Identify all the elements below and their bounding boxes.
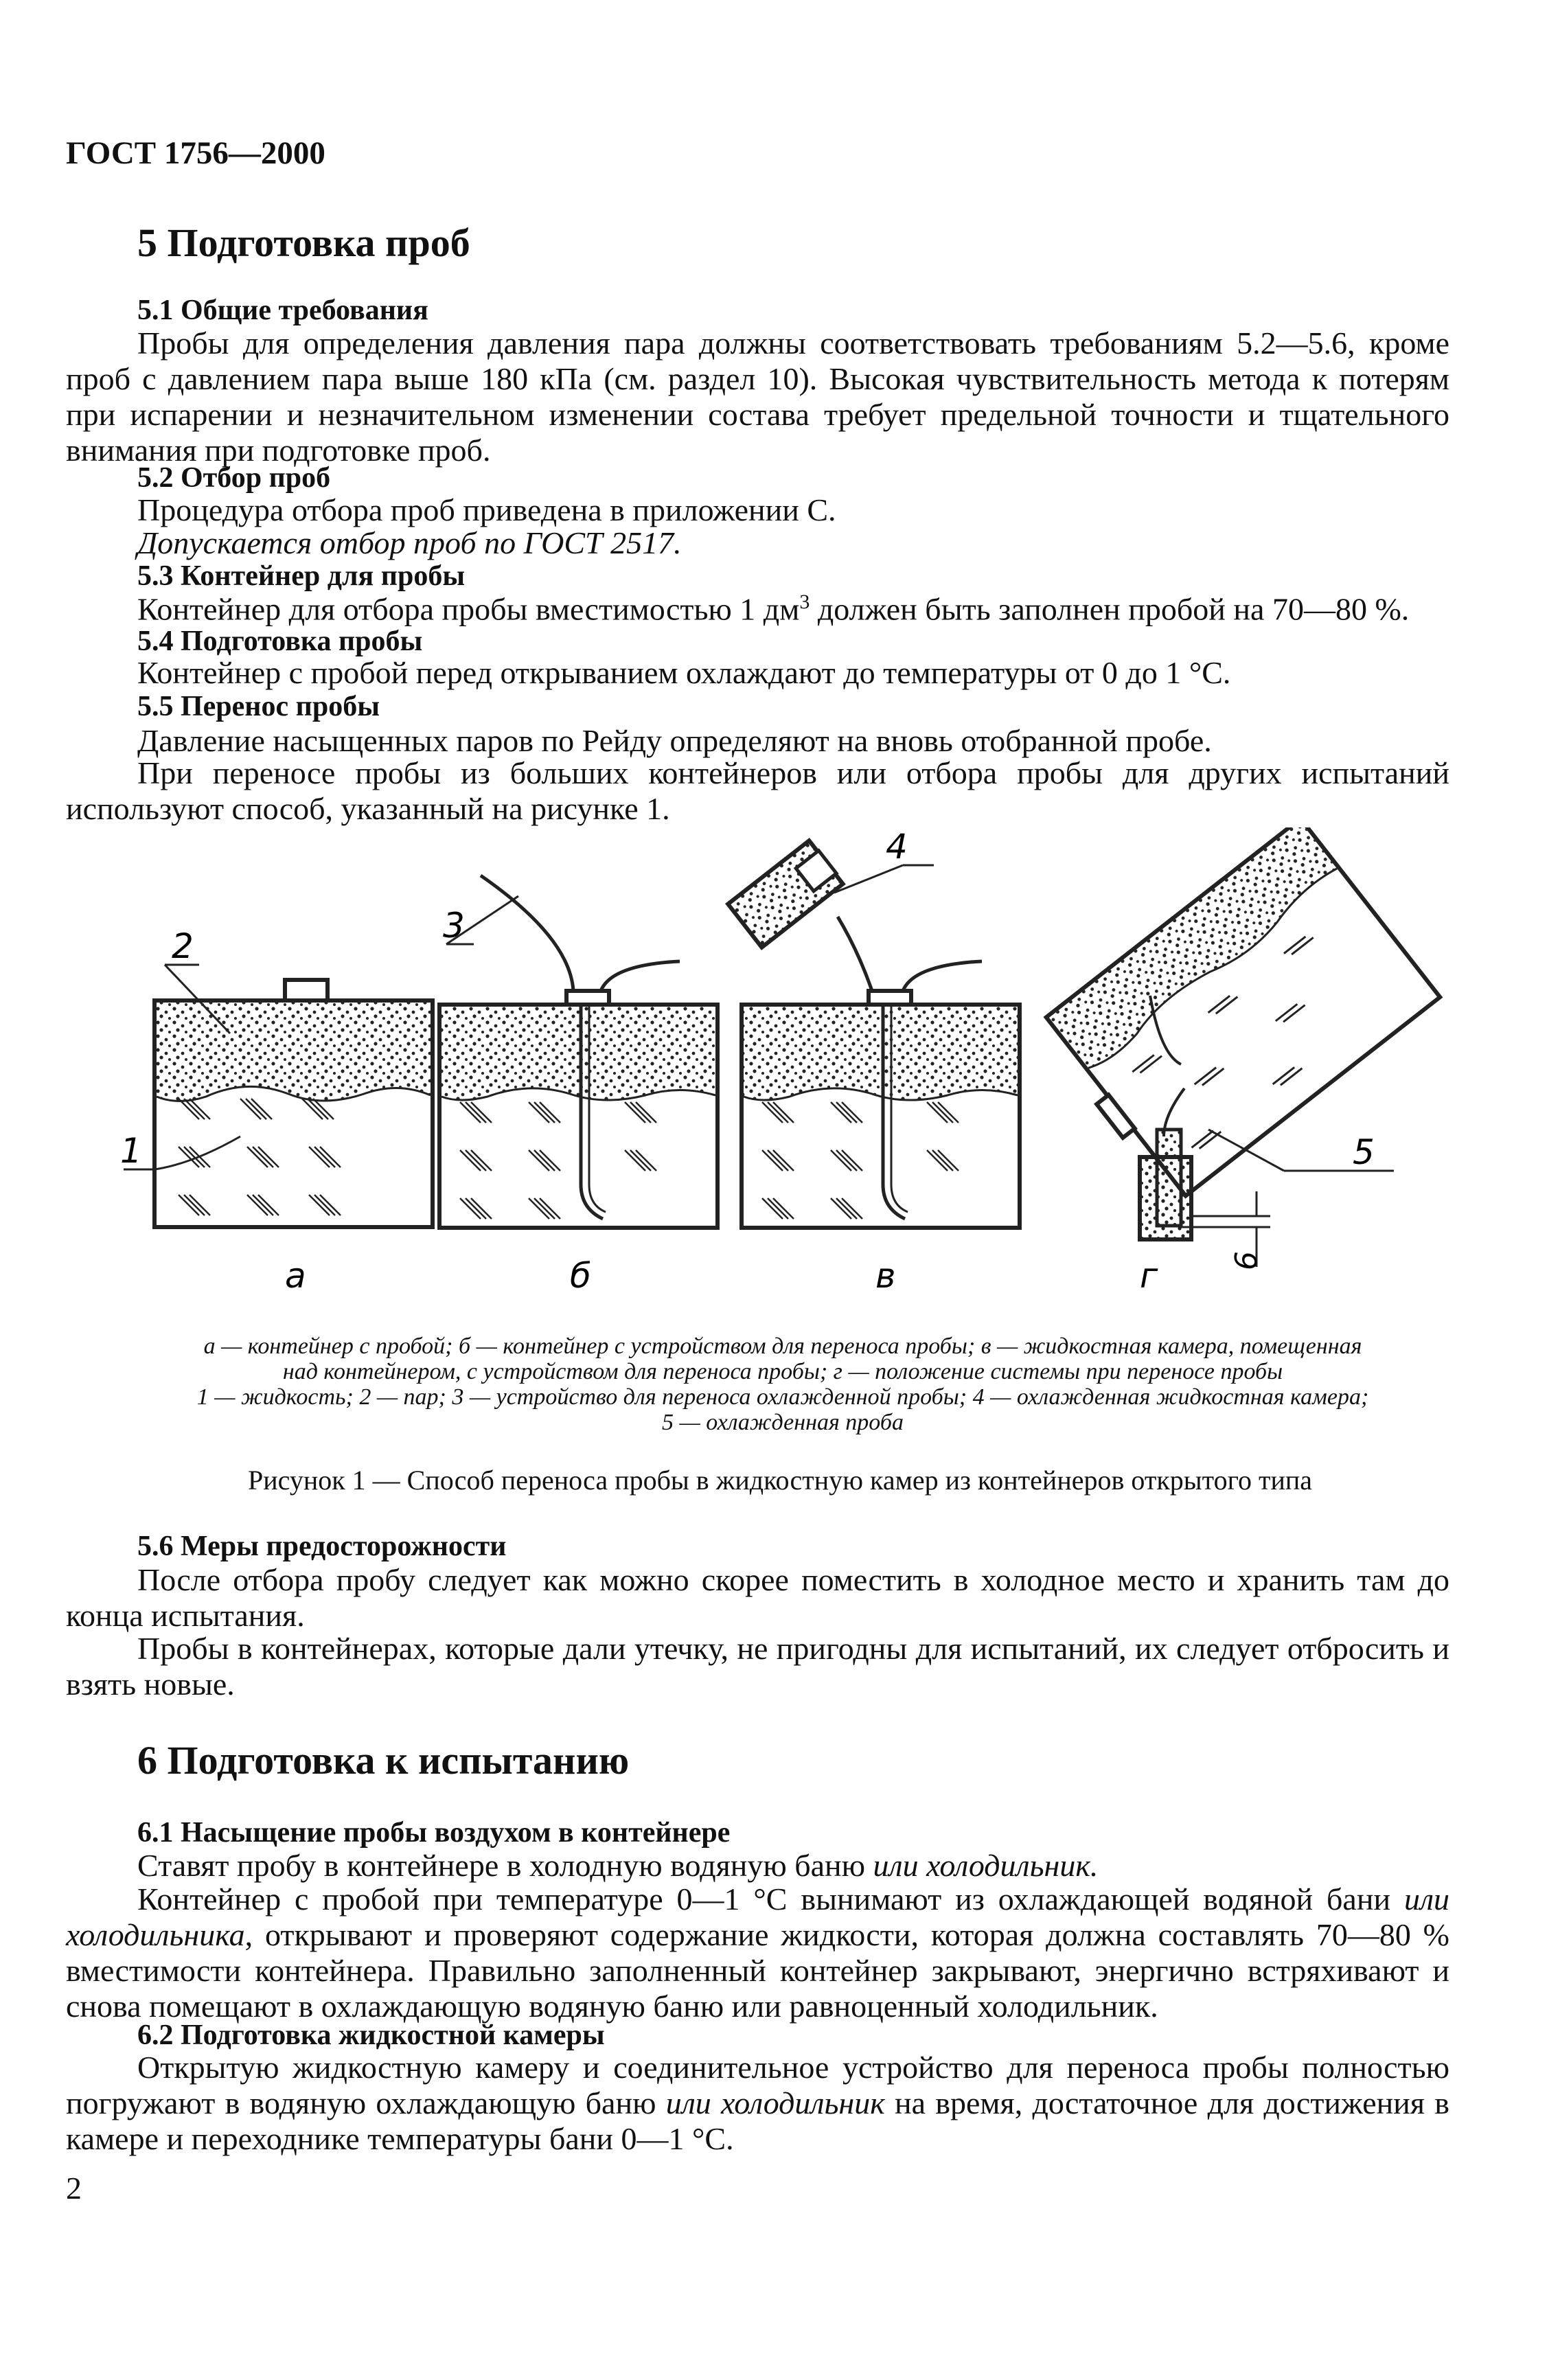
figure-1-drawing <box>89 827 1449 1356</box>
figure-caption-line-2: над контейнером, с устройством для переноса пробы; г — положение системы при переносе пробы <box>282 1359 1283 1384</box>
figure-caption-line-3: 1 — жидкость; 2 — пар; 3 — устройство для переноса охлажденной пробы; 4 — охлажденная жидкостная камера; <box>196 1384 1369 1410</box>
section-6-1-title: 6.1 Насыщение пробы воздухом в контейнере <box>137 1817 731 1849</box>
panel-v-container <box>728 840 1020 1228</box>
document-header: ГОСТ 1756—2000 <box>66 135 325 171</box>
figure-title: Рисунок 1 — Способ переноса пробы в жидкостную камер из контейнеров открытого типа <box>247 1465 1313 1496</box>
label-6: 6 <box>1229 1251 1264 1270</box>
section-5-6-text-1: После отбора пробу следует как можно скорее поместить в холодное место и хранить там до конца испытания. <box>66 1562 1449 1633</box>
section-6-1-para-1: Ставят пробу в контейнере в холодную водяную баню или холодильник. <box>137 1848 1099 1883</box>
section-5-2-title: 5.2 Отбор проб <box>137 462 331 494</box>
panel-v-label: в <box>875 1256 896 1296</box>
section-6-2-para-1: Открытую жидкостную камеру и соединительное устройство для переноса пробы полностью погружают в водяную охлаждающую баню или холодильник на время, достаточное для достижения в камере и переходнике температуры бани 0—1 °С. <box>66 2050 1449 2156</box>
section-5-5-text-2: При переносе пробы из больших контейнеров или отбора пробы для других испытаний используют способ, указанный на рисунке 1. <box>66 755 1449 826</box>
label-1: 1 <box>120 1131 142 1171</box>
section-5-1-title: 5.1 Общие требования <box>137 295 428 326</box>
section-5-1-text: Пробы для определения давления пара должны соответствовать требованиям 5.2—5.6, кроме проб с давлением пара выше 180 кПа (см. раздел 10). Высокая чувствительность метода к потерям при испарении и незначительном изменении состава требует предельной точности и тщательного внимания при подготовке проб. <box>66 325 1449 468</box>
panel-a-container <box>124 965 433 1227</box>
section-5-6-text-2: Пробы в контейнерах, которые дали утечку, не пригодны для испытаний, их следует отбросить и взять новые. <box>66 1631 1449 1702</box>
section-5-3-text: Контейнер для отбора пробы вместимостью 1 $дм^3$ должен быть заполнен пробой на 70—80 %. <box>137 591 1410 627</box>
panel-g-label: г <box>1140 1256 1158 1296</box>
section-5-5-title: 5.5 Перенос пробы <box>137 691 380 722</box>
section-5-6-title: 5.6 Меры предосторожности <box>137 1531 507 1562</box>
section-5-5-text-1: Давление насыщенных паров по Рейду определяют на вновь отобранной пробе. <box>137 723 1212 758</box>
label-3: 3 <box>443 906 465 946</box>
label-4: 4 <box>886 827 908 867</box>
section-5-4-text: Контейнер с пробой перед открыванием охлаждают до температуры от 0 до 1 °С. <box>137 655 1231 690</box>
section-5-2-italic-text: Допускается отбор проб по ГОСТ 2517. <box>137 525 682 560</box>
label-5: 5 <box>1353 1132 1375 1172</box>
section-5-3-title: 5.3 Контейнер для пробы <box>137 560 466 592</box>
figure-caption-line-4: 5 — охлажденная проба <box>662 1410 904 1435</box>
section-6-title: 6 Подготовка к испытанию <box>137 1738 630 1783</box>
panel-b-container <box>439 876 718 1228</box>
section-6-1-para-2: Контейнер с пробой при температуре 0—1 °С вынимают из охлаждающей водяной бани или холодильника, открывают и проверяют содержание жидкости, которая должна составлять 70—80 % вместимости контейнера. Правильно заполненный контейнер закрывают, энергично встряхивают и снова помещают в охлаждающую водяную баню или равноценный холодильник. <box>66 1881 1449 2024</box>
section-6-2-title: 6.2 Подготовка жидкостной камеры <box>137 2019 605 2051</box>
figure-caption-line-1: а — контейнер с пробой; б — контейнер с устройством для переноса пробы; в — жидкостная камера, помещенная <box>203 1334 1362 1359</box>
label-2: 2 <box>172 926 194 966</box>
panel-a-label: а <box>285 1256 306 1296</box>
panel-b-label: б <box>570 1256 591 1296</box>
section-5-4-title: 5.4 Подготовка пробы <box>137 626 423 657</box>
section-5-title: 5 Подготовка проб <box>137 220 470 265</box>
section-5-2-text: Процедура отбора проб приведена в приложении С. <box>137 492 836 527</box>
panel-g-container <box>1035 827 1440 1267</box>
page-number: 2 <box>66 2171 82 2206</box>
